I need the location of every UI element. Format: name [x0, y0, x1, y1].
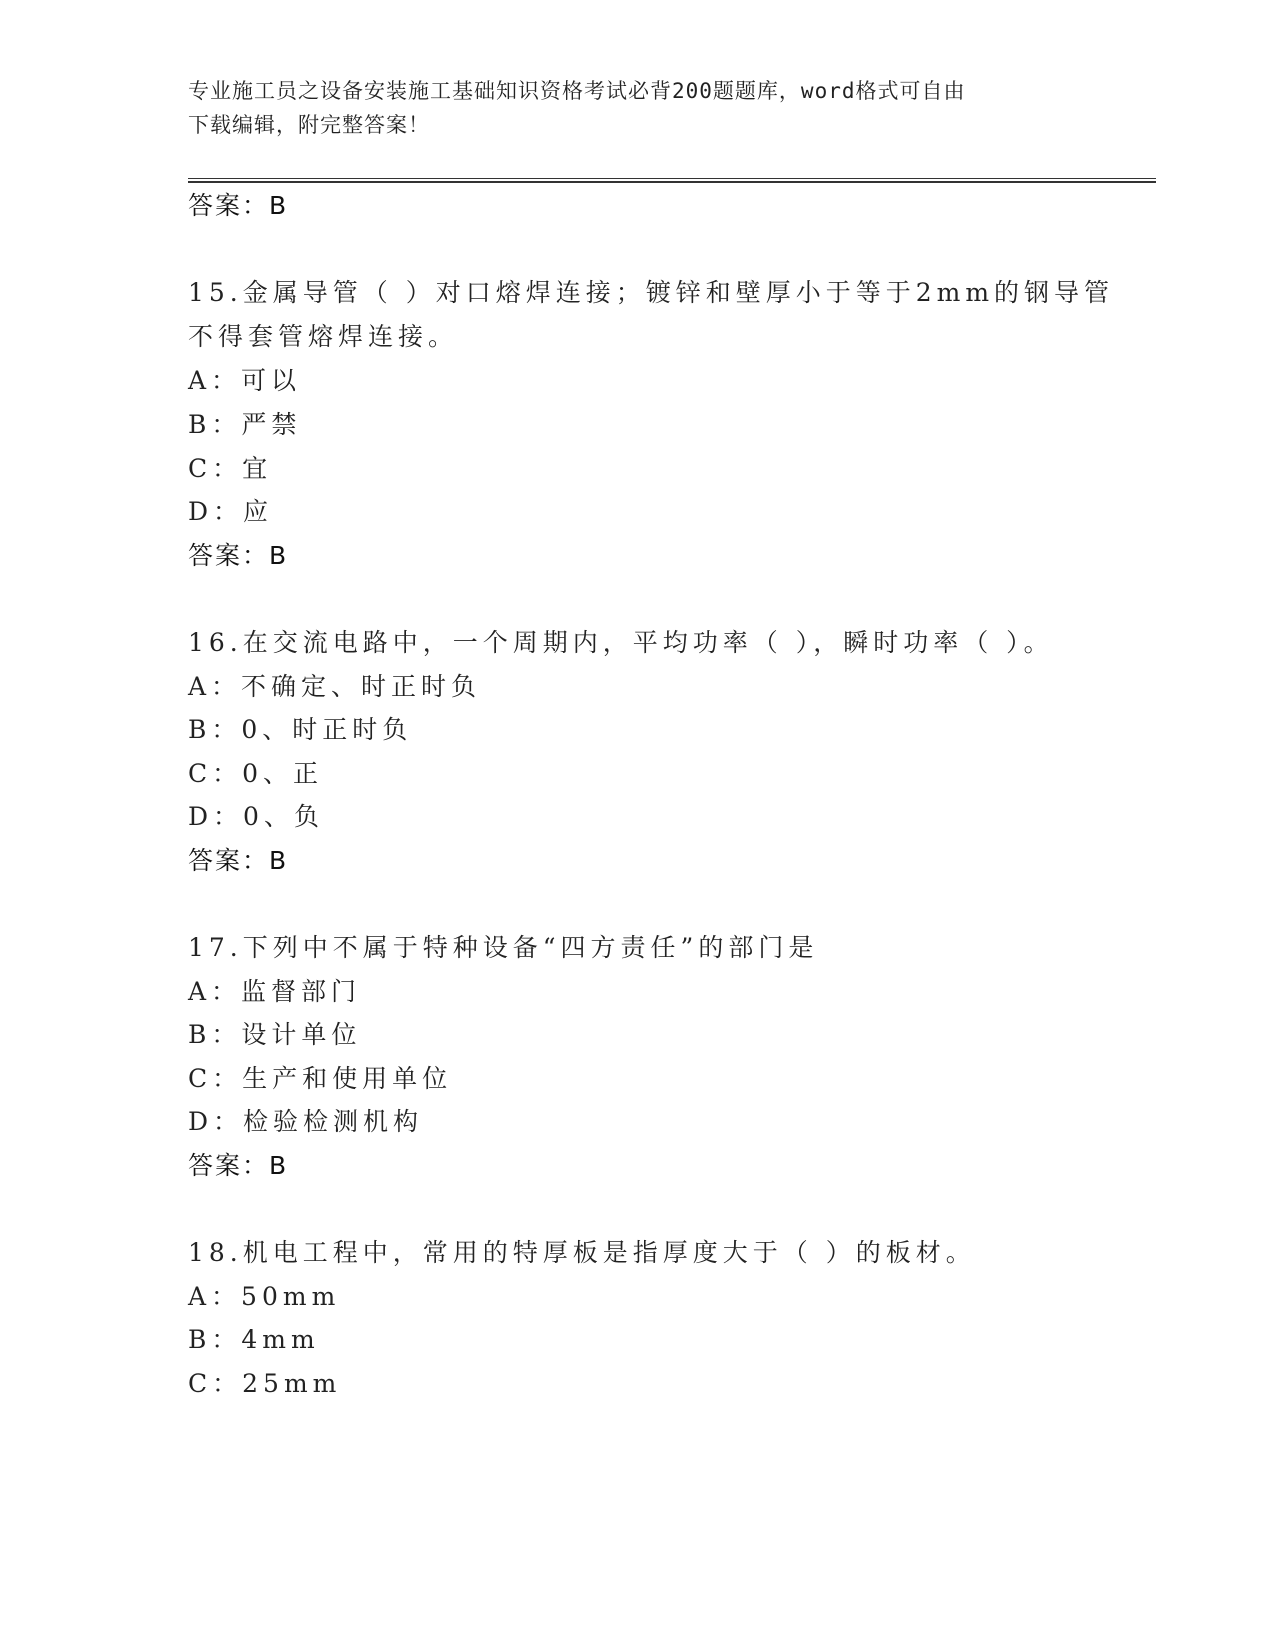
question-18-option-c: C：25mm — [188, 1369, 342, 1398]
question-15-option-c: C：宜 — [188, 454, 273, 483]
question-18-stem: 18.机电工程中，常用的特厚板是指厚度大于（ ）的板材。 — [188, 1238, 976, 1267]
question-16-option-b: B：0、时正时负 — [188, 715, 413, 744]
question-17-option-a: A：监督部门 — [188, 977, 362, 1006]
question-15-option-d: D：应 — [188, 497, 274, 526]
question-16-option-c: C：0、正 — [188, 759, 324, 788]
answer-17: 答案：B — [188, 1151, 289, 1180]
header-divider — [188, 178, 1156, 183]
question-17-stem: 17.下列中不属于特种设备“四方责任”的部门是 — [188, 933, 819, 962]
question-16-option-d: D：0、负 — [188, 802, 324, 831]
header-line-2: 下载编辑，附完整答案！ — [188, 113, 430, 137]
question-16-stem: 16.在交流电路中，一个周期内，平均功率（ ），瞬时功率（ ）。 — [188, 628, 1054, 657]
question-16-option-a: A：不确定、时正时负 — [188, 672, 482, 701]
question-15-stem-line-1: 15.金属导管（ ）对口熔焊连接；镀锌和壁厚小于等于2mm的钢导管 — [188, 278, 1115, 307]
question-15-option-a: A：可以 — [188, 366, 302, 395]
header-line-1: 专业施工员之设备安装施工基础知识资格考试必背200题题库，word格式可自由 — [188, 79, 966, 103]
answer-14: 答案：B — [188, 191, 289, 220]
question-17-option-c: C：生产和使用单位 — [188, 1064, 453, 1093]
question-15-option-b: B：严禁 — [188, 410, 302, 439]
question-18-option-b: B：4mm — [188, 1325, 320, 1354]
question-17-option-d: D：检验检测机构 — [188, 1107, 424, 1136]
answer-15: 答案：B — [188, 541, 289, 570]
document-header — [188, 74, 1088, 142]
question-15-stem-line-2: 不得套管熔焊连接。 — [188, 322, 459, 351]
question-18-option-a: A：50mm — [188, 1282, 341, 1311]
answer-16: 答案：B — [188, 846, 289, 875]
question-17-option-b: B：设计单位 — [188, 1020, 362, 1049]
